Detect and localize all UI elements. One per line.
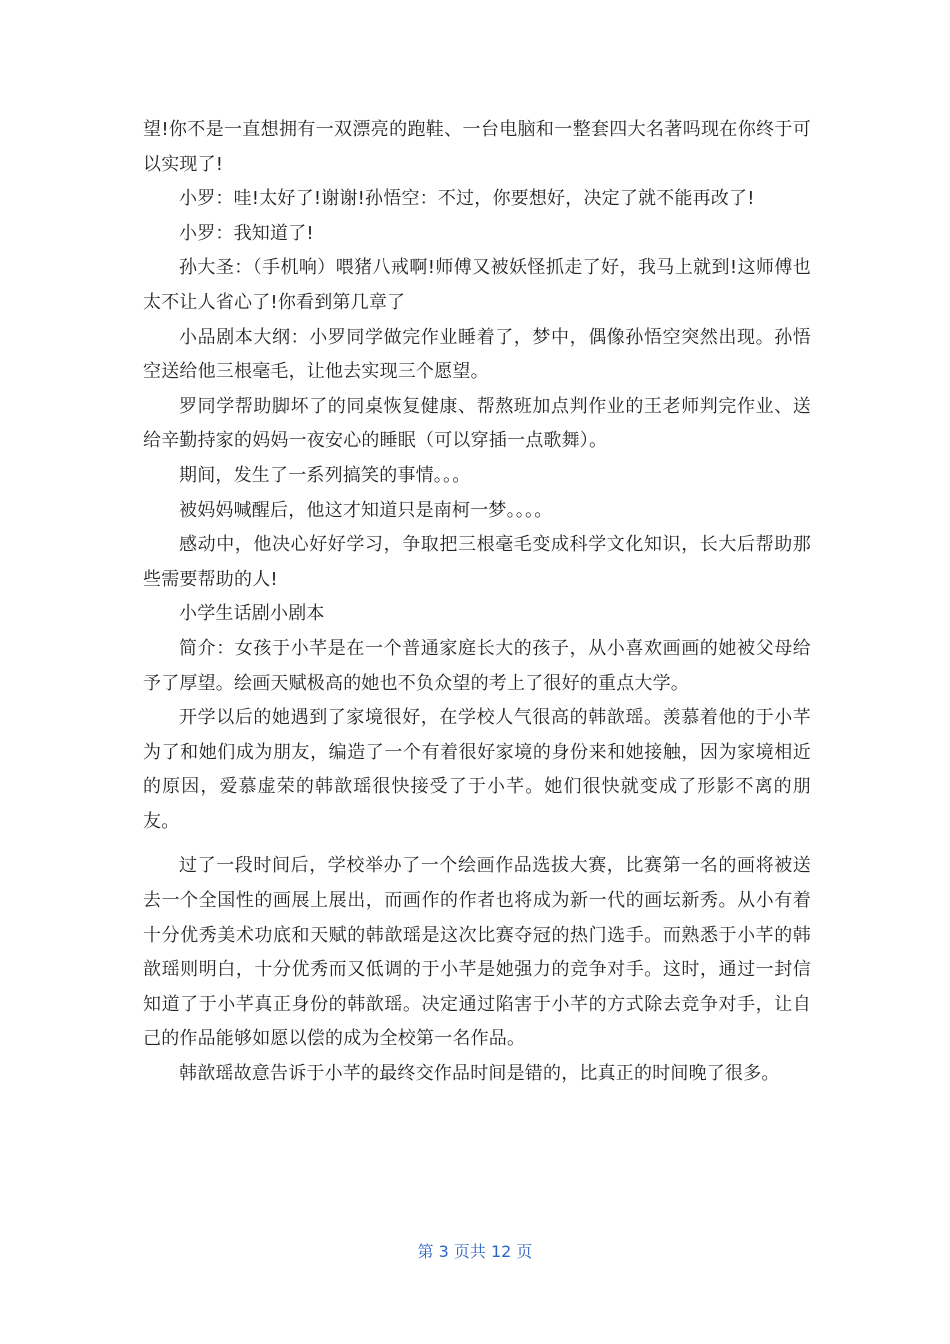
paragraph: 小罗：哇!太好了!谢谢!孙悟空：不过，你要想好，决定了就不能再改了! [179, 188, 755, 210]
paragraph: 小品剧本大纲：小罗同学做完作业睡着了，梦中，偶像孙悟空突然出现。孙悟空送给他三根毫毛，让他去实现三个愿望。 [143, 326, 811, 383]
page-number-footer: 第 3 页共 12 页 [417, 1242, 533, 1261]
paragraph: 简介：女孩于小芊是在一个普通家庭长大的孩子，从小喜欢画画的她被父母给予了厚望。绘画天赋极高的她也不负众望的考上了很好的重点大学。 [143, 637, 811, 694]
paragraph: 小罗：我知道了! [179, 222, 314, 244]
paragraph: 韩歆瑶故意告诉于小芊的最终交作品时间是错的，比真正的时间晚了很多。 [179, 1063, 780, 1085]
body-text [143, 113, 811, 1092]
paragraph: 罗同学帮助脚坏了的同桌恢复健康、帮熬班加点判作业的王老师判完作业、送给辛勤持家的妈妈一夜安心的睡眠（可以穿插一点歌舞）。 [143, 395, 811, 452]
paragraph: 感动中，他决心好好学习，争取把三根毫毛变成科学文化知识，长大后帮助那些需要帮助的人! [143, 534, 811, 590]
paragraph: 孙大圣：（手机响）喂猪八戒啊!师傅又被妖怪抓走了好，我马上就到!这师傅也太不让人省心了!你看到第几章了 [143, 257, 811, 313]
paragraph: 过了一段时间后，学校举办了一个绘画作品选拔大赛，比赛第一名的画将被送去一个全国性的画展上展出，而画作的作者也将成为新一代的画坛新秀。从小有着十分优秀美术功底和天赋的韩歆瑶是这次比赛夺冠的热门选手。而熟悉于小芊的韩歆瑶则明白，十分优秀而又低调的于小芊是她强力的竞争对手。这时，通过一封信知道了于小芊真正身份的韩歆瑶。决定通过陷害于小芊的方式除去竞争对手，让自己的作品能够如愿以偿的成为全校第一名作品。 [143, 855, 811, 1050]
section-heading: 小学生话剧小剧本 [179, 603, 325, 625]
paragraph: 被妈妈喊醒后，他这才知道只是南柯一梦。。。。 [179, 499, 553, 521]
paragraph: 望!你不是一直想拥有一双漂亮的跑鞋、一台电脑和一整套四大名著吗现在你终于可以实现了! [143, 119, 811, 175]
paragraph: 期间，发生了一系列搞笑的事情。。。 [179, 464, 471, 486]
paragraph: 开学以后的她遇到了家境很好，在学校人气很高的韩歆瑶。羡慕着他的于小芊为了和她们成为朋友，编造了一个有着很好家境的身份来和她接触，因为家境相近的原因，爱慕虚荣的韩歆瑶很快接受了于小芊。她们很快就变成了形影不离的朋友。 [143, 707, 811, 832]
